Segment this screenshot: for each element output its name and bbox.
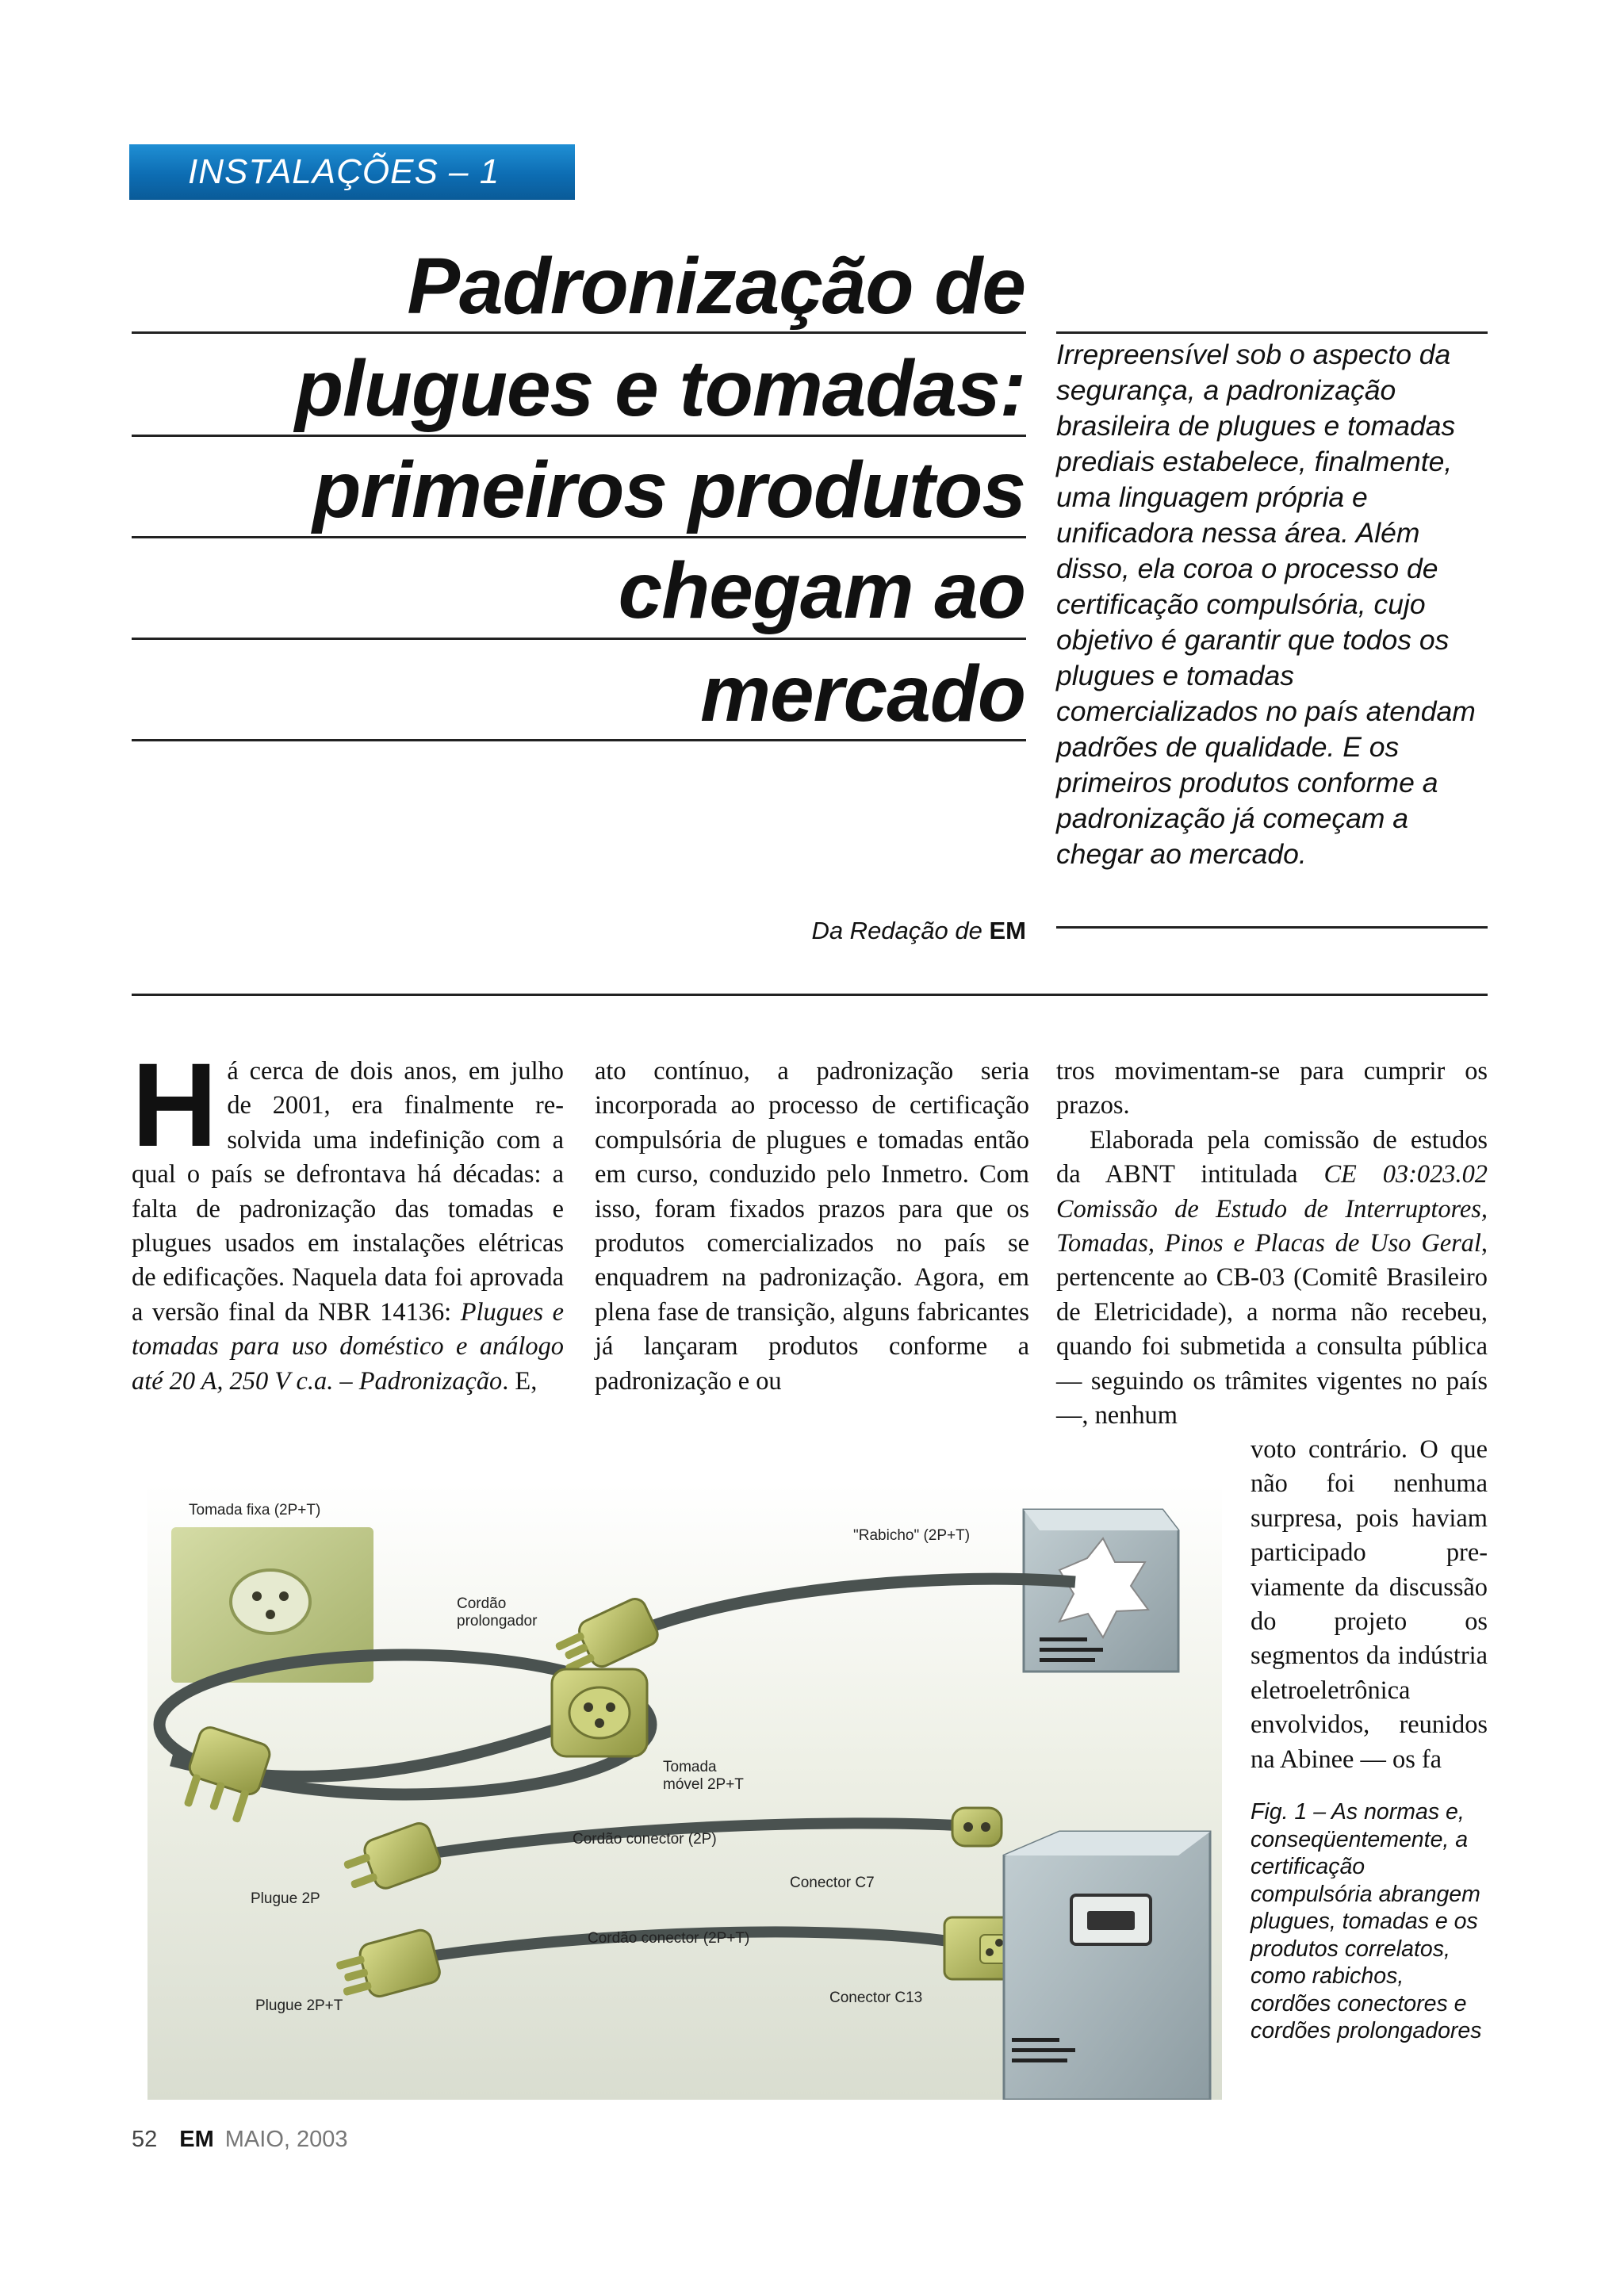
- title-line-2: plugues e tomadas:: [294, 344, 1025, 433]
- figure-caption: Fig. 1 – As normas e, conseqüentemente, a certificação compulsória abrangem plugues, tomadas e os produtos correlatos, como rabichos, cordões conectores e cordões prolongadores: [1251, 1799, 1482, 2043]
- title-rule-4: [132, 638, 1026, 640]
- label-conector-c13: Conector C13: [829, 1990, 923, 2006]
- title-line-3: primeiros produtos: [312, 446, 1025, 534]
- connector-c7: [952, 1808, 1002, 1846]
- footer-brand: EM: [179, 2127, 214, 2152]
- label-conector-c7: Conector C7: [790, 1875, 875, 1891]
- section-banner: [129, 144, 575, 200]
- col3-paragraph-1: tros movimentam-se para cumprir os prazos.: [1056, 1057, 1488, 1120]
- outlet-hole-icon: [279, 1591, 289, 1601]
- title-line-4: chegam ao: [618, 546, 1025, 635]
- label-cordao-prolongador-2: prolongador: [457, 1613, 538, 1630]
- deck-rule-bottom: [1056, 926, 1488, 929]
- outlet-hole-icon: [266, 1610, 275, 1619]
- label-cordao-prolongador-1: Cordão: [457, 1595, 507, 1612]
- label-tomada-movel-2: móvel 2P+T: [663, 1776, 744, 1793]
- portable-socket: [552, 1669, 647, 1756]
- col3-committee-name: CE 03:023.02 Comissão de Estudo de Interruptores, Tomadas, Pinos e Placas de Uso Geral: [1056, 1160, 1488, 1258]
- title-line-1: Padronização de: [407, 242, 1025, 331]
- deck-text: Irrepreensível sob o aspecto da segurança, a padronização brasileira de plugues e tomadas prediais estabelece, finalmente, uma linguagem própria e unificadora nessa área. Além disso, ela coroa o processo de certificação compulsória, cujo objetivo é garantir que todos os plugues e tomadas comercializados no país atendam padrões de qualidade. E os primeiros produtos conforme a padronização já começam a chegar ao mercado.: [1056, 339, 1476, 870]
- label-tomada-fixa: Tomada fixa (2P+T): [189, 1502, 321, 1518]
- col3-wrap-text: voto contrário. O que não foi nenhuma surpresa, pois haviam participado previamente da discussão do projeto os segmentos da indústria eletroeletrônica envolvidos, reunidos na Abinee — os fa: [1251, 1435, 1488, 1774]
- appliance-box-top-lid: [1024, 1510, 1178, 1530]
- title-rule-3: [132, 536, 1026, 538]
- title-rule-1: [132, 331, 1026, 334]
- deck-rule-top: [1056, 331, 1488, 334]
- col3-text-b: , pertencente ao CB-03 (Comitê Brasileiro de Eletricidade), a norma não recebeu, quando foi submetida a consulta pública — seguindo os trâmites vigentes no país —, nenhum: [1056, 1229, 1488, 1430]
- label-plugue-2p: Plugue 2P: [251, 1890, 320, 1907]
- page-number: 52: [132, 2127, 158, 2152]
- section-label: INSTALAÇÕES – 1: [188, 152, 500, 191]
- label-rabicho: "Rabicho" (2P+T): [853, 1527, 971, 1544]
- figure-plugs-illustration: [147, 1483, 1222, 2100]
- page-footer: [132, 2127, 348, 2153]
- col2-text: ato contínuo, a padronização seria incorporada ao processo de certificação compulsória de plugues e tomadas então em curso, conduzido pelo Inmetro. Com isso, foram fixados prazos para que os produtos comercializados no país se enquadrem na padronização. Agora, em plena fase de transição, alguns fabricantes já lançaram produtos conforme a padronização e ou: [595, 1057, 1029, 1396]
- title-rule-5: [132, 739, 1026, 741]
- label-cordao-conector-2pt: Cordão conector (2P+T): [588, 1930, 750, 1947]
- footer-date: MAIO, 2003: [224, 2127, 348, 2152]
- title-line-5: mercado: [700, 649, 1025, 738]
- body-column-1: [132, 1038, 564, 1399]
- wall-outlet-face: [231, 1570, 310, 1633]
- outlet-hole-icon: [252, 1591, 262, 1601]
- col1-text-a: á cerca de dois anos, em julho de 2001, era finalmente resolvida uma indefinição com a qual o país se defrontava há décadas: a falta de padronização das tomadas e plugues usados em instalações elétricas de edificações. Naquela data foi aprovada a versão final da NBR 14136:: [132, 1057, 564, 1327]
- byline-brand: EM: [989, 917, 1026, 944]
- body-column-3-wrap: [1251, 1433, 1488, 1777]
- label-cordao-conector-2p: Cordão conector (2P): [573, 1831, 717, 1848]
- label-plugue-2pt: Plugue 2P+T: [255, 1997, 343, 2014]
- header-rule: [132, 994, 1488, 996]
- body-column-3: [1056, 1055, 1488, 1433]
- col1-norm-title: Plugues e tomadas para uso doméstico e análogo até 20 A, 250 V c.a. – Padronização: [132, 1297, 564, 1396]
- col3-text-a: Elaborada pela comissão de estudos da ABNT intitulada: [1056, 1125, 1488, 1189]
- drop-cap: H: [132, 1038, 218, 1171]
- byline: [811, 917, 1026, 945]
- title-rule-2: [132, 435, 1026, 437]
- label-tomada-movel-1: Tomada: [663, 1759, 717, 1775]
- body-column-2: [595, 1055, 1029, 1399]
- col1-text-b: . E,: [502, 1366, 538, 1396]
- byline-prefix: Da Redação de: [811, 917, 982, 944]
